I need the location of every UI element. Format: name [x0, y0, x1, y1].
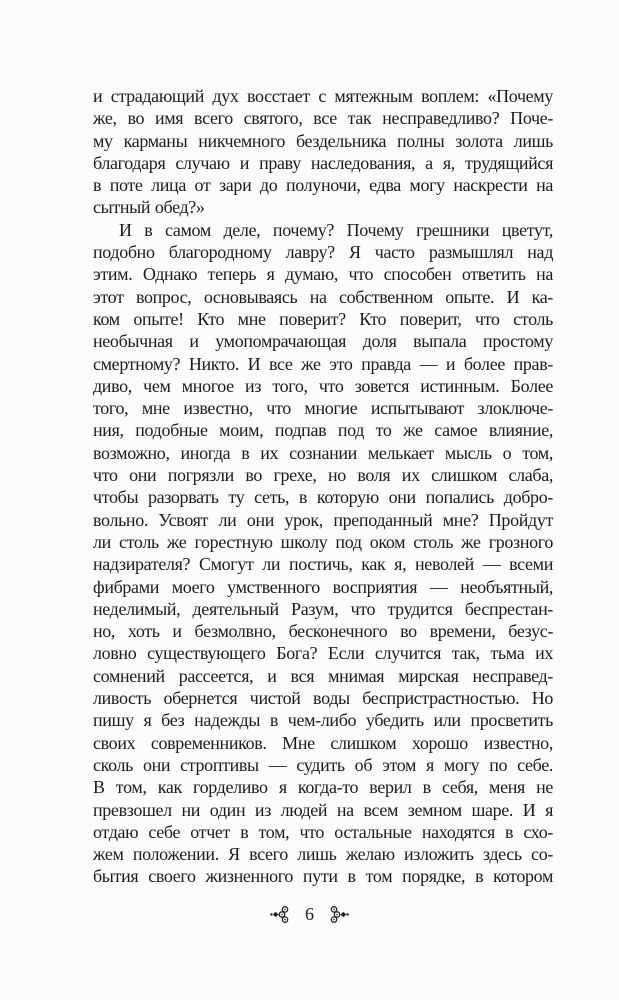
text-line: же, во имя всего святого, все так несправедливо? Поче-	[93, 108, 553, 129]
paragraph	[93, 85, 553, 219]
text-line: ком опыте! Кто мне поверит? Кто поверит, что столь	[93, 308, 553, 329]
text-line: что они погрязли во грехе, но воля их слишком слаба,	[93, 465, 553, 486]
text-line: того, мне известно, что многие испытывают злоключе-	[93, 398, 553, 419]
text-line: сомнений рассеется, и вся мнимая мирская несправед-	[93, 665, 553, 686]
text-line: пишу я без надежды в чем-либо убедить или просветить	[93, 710, 553, 731]
paragraph	[93, 219, 553, 888]
text-line: И в самом деле, почему? Почему грешники цветут,	[119, 219, 553, 240]
text-line: своих современников. Мне слишком хорошо известно,	[93, 732, 553, 753]
text-line: подобно благородному лавру? Я часто размышлял над	[93, 242, 553, 263]
text-line: этим. Однако теперь я думаю, что способен ответить на	[93, 264, 553, 285]
text-line: чтобы разорвать ту сеть, в которую они попались добро-	[93, 487, 553, 508]
page-footer	[0, 903, 619, 925]
text-line: бытия своего жизненного пути в том порядке, в котором	[93, 866, 553, 887]
text-line: ния, подобные моим, подпав под то же самое влияние,	[93, 420, 553, 441]
text-line: сколь они строптивы — судить об этом я могу по себе.	[93, 754, 553, 775]
text-line: благодаря случаю и праву наследования, а я, трудящийся	[93, 152, 553, 173]
text-line: смертному? Никто. И все же это правда — и более прав-	[93, 353, 553, 374]
text-line: в поте лица от зари до полуночи, едва могу наскрести на	[93, 175, 553, 196]
text-line: но, хоть и безмолвно, бесконечного во времени, безус-	[93, 621, 553, 642]
fleuron-left-icon	[270, 905, 292, 924]
text-line: сытный обед?»	[93, 197, 205, 218]
text-line: ли столь же горестную школу под оком столь же грозного	[93, 531, 553, 552]
text-line: вольно. Усвоят ли они урок, преподанный мне? Пройдут	[93, 509, 553, 530]
text-line: жем положении. Я всего лишь желаю изложить здесь со-	[93, 844, 553, 865]
page-number: 6	[305, 904, 314, 924]
text-line: фибрами моего умственного восприятия — необъятный,	[93, 576, 553, 597]
text-line: диво, чем многое из того, что зовется истинным. Более	[93, 375, 553, 396]
text-line: ловно существующего Бога? Если случится так, тьма их	[93, 643, 553, 664]
text-line: В том, как горделиво я когда-то верил в себя, меня не	[93, 777, 553, 798]
text-line: неделимый, деятельный Разум, что трудится беспрестан-	[93, 598, 553, 619]
text-line: возможно, иногда в их сознании мелькает мысль о том,	[93, 442, 553, 463]
text-line: му карманы никчемного бездельника полны золота лишь	[93, 130, 553, 151]
fleuron-right-icon	[327, 905, 349, 924]
text-block	[93, 85, 553, 888]
text-line: ливость обернется чистой воды беспристрастностью. Но	[93, 688, 553, 709]
text-line: отдаю себе отчет в том, что остальные находятся в схо-	[93, 821, 553, 842]
text-line: необычная и умопомрачающая доля выпала простому	[93, 331, 553, 352]
text-line: и страдающий дух восстает с мятежным воплем: «Почему	[93, 86, 553, 106]
text-line: этот вопрос, основываясь на собственном опыте. И ка-	[93, 286, 553, 307]
text-line: превзошел ни один из людей на всем земном шаре. И я	[93, 799, 553, 820]
text-line: надзирателя? Смогут ли постичь, как я, неволей — всеми	[93, 554, 553, 575]
